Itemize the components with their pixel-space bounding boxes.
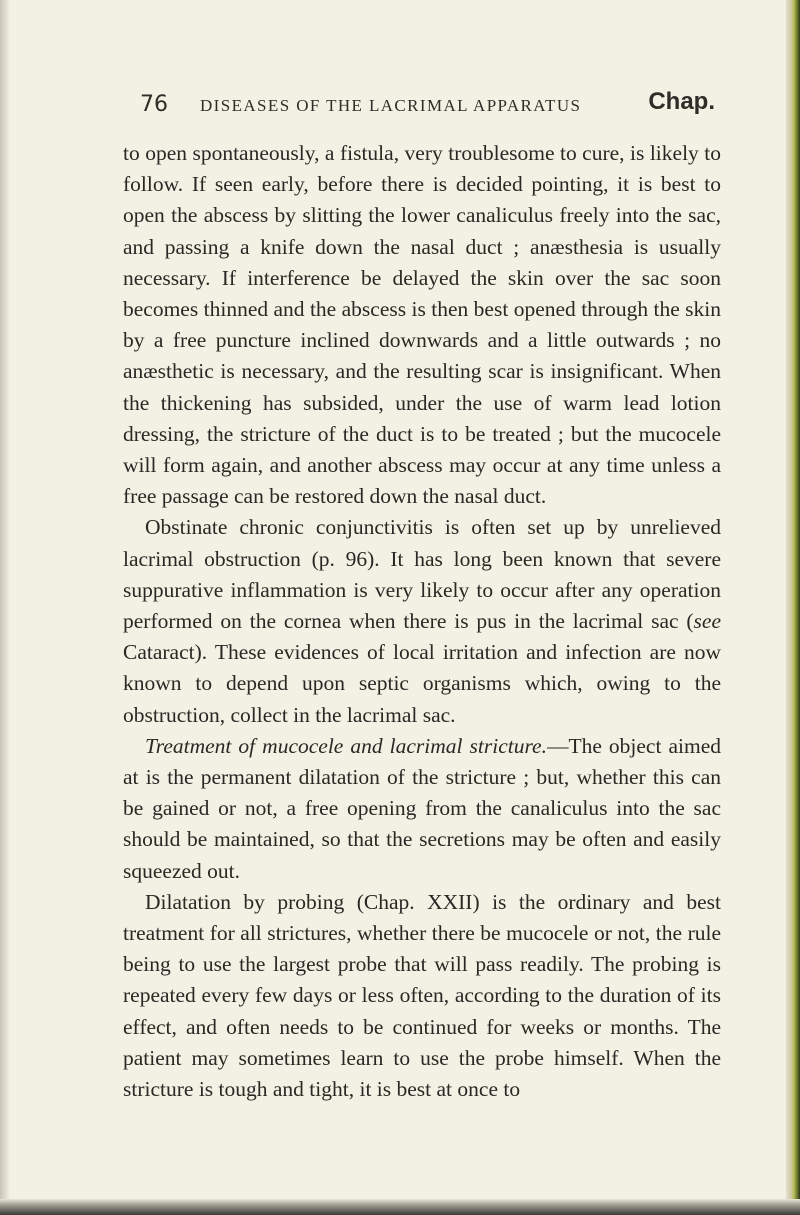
paragraph-1: to open spontaneously, a fistula, very troublesome to cure, is likely to follow. If seen early, before there is decided pointing, it is best to open the abscess by slitting the lower canaliculus freely into the sac, and passing a knife down the nasal duct ; anæsthesia is usually necessary. If interference be delayed the skin over the sac soon becomes thinned and the abscess is then best opened through the skin by a free puncture inclined downwards and a little outwards ; no anæsthetic is necessary, and the resulting scar is insignificant. When the thickening has subsided, under the use of warm lead lotion dressing, the stricture of the duct is to be treated ; but the mucocele will form again, and another abscess may occur at any time unless a free passage can be restored down the nasal duct. bbox=[123, 141, 721, 509]
paragraph-2 bbox=[123, 512, 721, 730]
page-header bbox=[140, 88, 715, 128]
paragraph-2-end: Cataract). These evidences of local irritation and infection are now known to depend upon septic organisms which, owing to the obstruction, collect in the lacrimal sac. bbox=[123, 640, 721, 727]
paragraph-3 bbox=[123, 731, 721, 887]
section-heading-treatment: Treatment of mucocele and lacrimal stricture. bbox=[145, 733, 547, 758]
body-text bbox=[123, 138, 721, 1105]
paragraph-3-text: —The object aimed at is the permanent dilatation of the stricture ; but, whether this can be gained or not, a free opening from the canaliculus into the sac should be maintained, so that the secretions may be often and easily squeezed out. bbox=[123, 733, 721, 883]
page-edge-right bbox=[786, 0, 800, 1215]
chapter-label: Chap. bbox=[648, 88, 715, 115]
paragraph-2-text: Obstinate chronic conjunctivitis is often set up by unrelieved lacrimal obstruction (p. 96). It has long been known that severe suppurative inflammation is very likely to occur after any operation performed on the cornea when there is pus in the lacrimal sac ( bbox=[123, 515, 721, 634]
paragraph-4: Dilatation by probing (Chap. XXII) is the ordinary and best treatment for all strictures, whether there be mucocele or not, the rule being to use the largest probe that will pass readily. The probing is repeated every few days or less often, according to the duration of its effect, and often needs to be continued for weeks or months. The patient may sometimes learn to use the probe himself. When the stricture is tough and tight, it is best at once to bbox=[123, 889, 721, 1102]
page-gutter-shadow bbox=[0, 0, 10, 1215]
page-edge-bottom bbox=[0, 1199, 800, 1215]
paragraph-2-see: see bbox=[693, 609, 721, 634]
page-number: 76 bbox=[140, 92, 168, 117]
running-head: DISEASES OF THE LACRIMAL APPARATUS bbox=[200, 96, 582, 115]
